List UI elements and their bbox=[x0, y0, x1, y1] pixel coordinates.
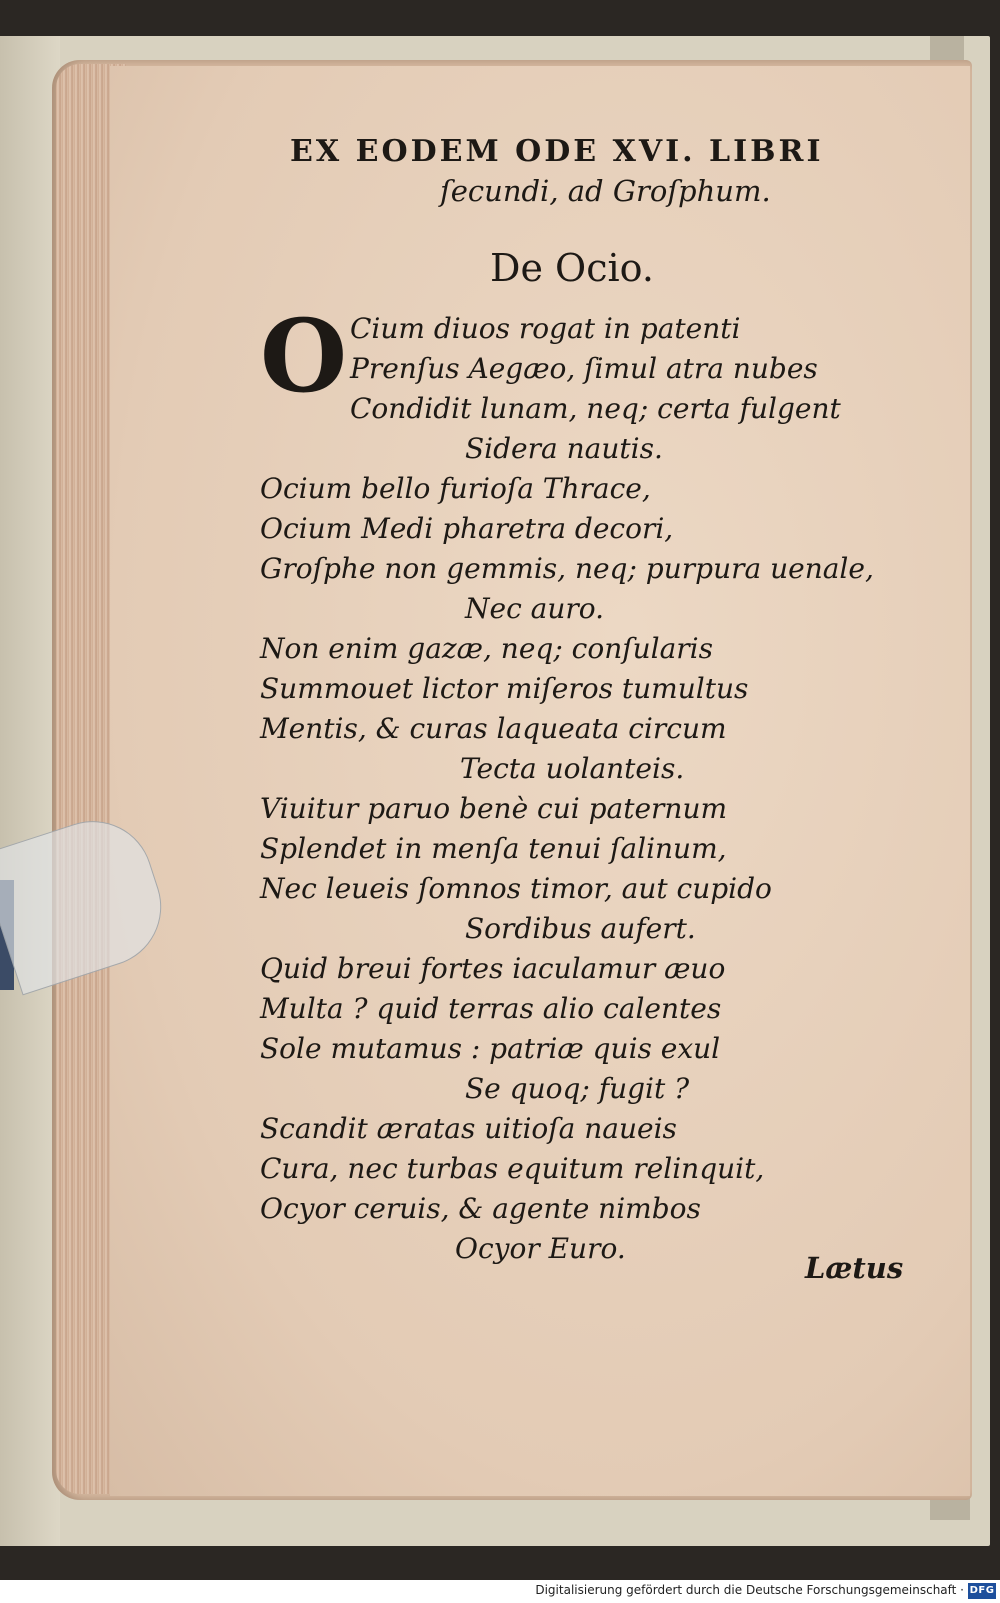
verse-line: Prenſus Aegæo, ſimul atra nubes bbox=[350, 352, 818, 385]
verse-line: Groſphe non gemmis, neq; purpura uenale, bbox=[260, 552, 874, 585]
verse-line: Summouet lictor miſeros tumultus bbox=[260, 672, 749, 705]
page-text-block bbox=[110, 66, 970, 1496]
cover-fold bbox=[0, 36, 60, 1546]
verse-line: Nec auro. bbox=[465, 592, 605, 625]
verse-line: Ocyor Euro. bbox=[455, 1232, 626, 1265]
verse-line: Multa ? quid terras alio calentes bbox=[260, 992, 722, 1025]
verse-line: Se quoq; fugit ? bbox=[465, 1072, 690, 1105]
verse-line: Sidera nautis. bbox=[465, 432, 663, 465]
verse-line: Cium diuos rogat in patenti bbox=[350, 312, 741, 345]
verse-line: Splendet in menſa tenui ſalinum, bbox=[260, 832, 727, 865]
verse-line: Ocium bello furioſa Thrace, bbox=[260, 472, 651, 505]
verse-line: Mentis, & curas laqueata circum bbox=[260, 712, 727, 745]
verse-line: Ocium Medi pharetra decori, bbox=[260, 512, 674, 545]
verse-line: Nec leueis ſomnos timor, aut cupido bbox=[260, 872, 772, 905]
section-title: De Ocio. bbox=[490, 246, 654, 290]
verse-line: Tecta uolanteis. bbox=[460, 752, 685, 785]
book-page bbox=[110, 66, 970, 1496]
verse-line: Sordibus aufert. bbox=[465, 912, 696, 945]
verse-line: Ocyor ceruis, & agente nimbos bbox=[260, 1192, 701, 1225]
verse-line: Scandit æratas uitioſa naueis bbox=[260, 1112, 677, 1145]
funding-credit: Digitalisierung gefördert durch die Deutsche Forschungsgemeinschaft · bbox=[535, 1583, 964, 1597]
running-head: EX EODEM ODE XVI. LIBRI bbox=[290, 134, 824, 169]
drop-cap: O bbox=[260, 297, 348, 415]
footer-bar bbox=[0, 1580, 1000, 1603]
dfg-logo-icon: DFG bbox=[968, 1583, 996, 1599]
running-head-continuation: ſecundi, ad Groſphum. bbox=[440, 174, 771, 208]
verse-line: Cura, nec turbas equitum relinquit, bbox=[260, 1152, 765, 1185]
verse-line: Condidit lunam, neq; certa fulgent bbox=[350, 392, 841, 425]
verse-line: Non enim gazæ, neq; conſularis bbox=[260, 632, 713, 665]
catchword: Lætus bbox=[805, 1251, 904, 1285]
verse-line: Sole mutamus : patriæ quis exul bbox=[260, 1032, 721, 1065]
verse-line: Viuitur paruo benè cui paternum bbox=[260, 792, 728, 825]
verse-line: Quid breui fortes iaculamur æuo bbox=[260, 952, 726, 985]
